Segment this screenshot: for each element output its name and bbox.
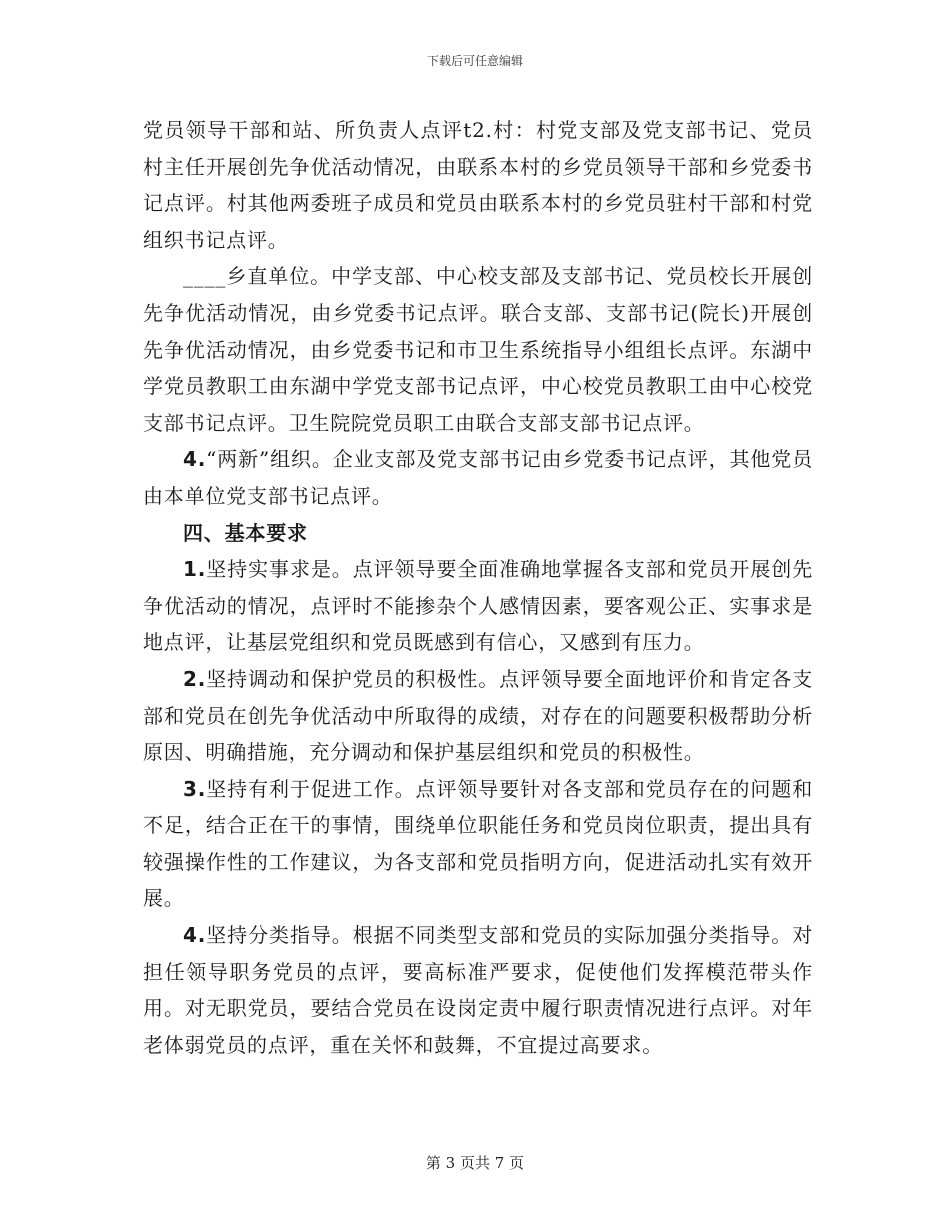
item-number: 4. [183,923,207,948]
item-text: 坚持分类指导。根据不同类型支部和党员的实际加强分类指导。对担任领导职务党员的点评，要高标准严要求，促使他们发挥模范带头作用。对无职党员，要结合党员在设岗定责中履行职责情况进行点评。对年老体弱党员的点评，重在关怀和鼓舞，不宜提过高要求。 [143,923,813,1057]
paragraph-two-new-orgs [143,441,813,514]
requirement-1 [143,551,813,661]
requirement-2 [143,661,813,771]
requirement-4 [143,917,813,1063]
item-number: 2. [183,666,207,691]
document-body [143,112,813,1063]
item-number: 4. [183,447,207,472]
item-text: 坚持有利于促进工作。点评领导要针对各支部和党员存在的问题和不足，结合正在干的事情，围绕单位职能任务和党员岗位职责，提出具有较强操作性的工作建议，为各支部和党员指明方向，促进活动扎实有效开展。 [143,776,813,911]
page-header: 下载后可任意编辑 [426,54,523,68]
requirement-3 [143,771,813,917]
item-text: 坚持调动和保护党员的积极性。点评领导要全面地评价和肯定各支部和党员在创先争优活动中所取得的成绩，对存在的问题要积极帮助分析原因、明确措施，充分调动和保护基层组织和党员的积极性。 [143,666,813,765]
item-number: 3. [183,776,207,801]
paragraph-township-units: ____乡直单位。中学支部、中心校支部及支部书记、党员校长开展创先争优活动情况，由乡党委书记点评。联合支部、支部书记(院长)开展创先争优活动情况，由乡党委书记和市卫生系统指导小组组长点评。东湖中学党员教职工由东湖中学党支部书记点评，中心校党员教职工由中心校党支部书记点评。卫生院院党员职工由联合支部支部书记点评。 [143,264,813,435]
item-text: “两新”组织。企业支部及党支部书记由乡党委书记点评，其他党员由本单位党支部书记点评。 [143,447,813,508]
section-heading: 四、基本要求 [183,520,308,545]
page-footer: 第 3 页共 7 页 [425,1154,525,1172]
paragraph-village: 党员领导干部和站、所负责人点评t2.村：村党支部及党支部书记、党员村主任开展创先争优活动情况，由联系本村的乡党员领导干部和乡党委书记点评。村其他两委班子成员和党员由联系本村的乡党员驻村干部和村党组织书记点评。 [143,118,813,252]
item-number: 1. [183,557,207,582]
item-text: 坚持实事求是。点评领导要全面准确地掌握各支部和党员开展创先争优活动的情况，点评时不能掺杂个人感情因素，要客观公正、实事求是地点评，让基层党组织和党员既感到有信心，又感到有压力。 [143,557,813,655]
